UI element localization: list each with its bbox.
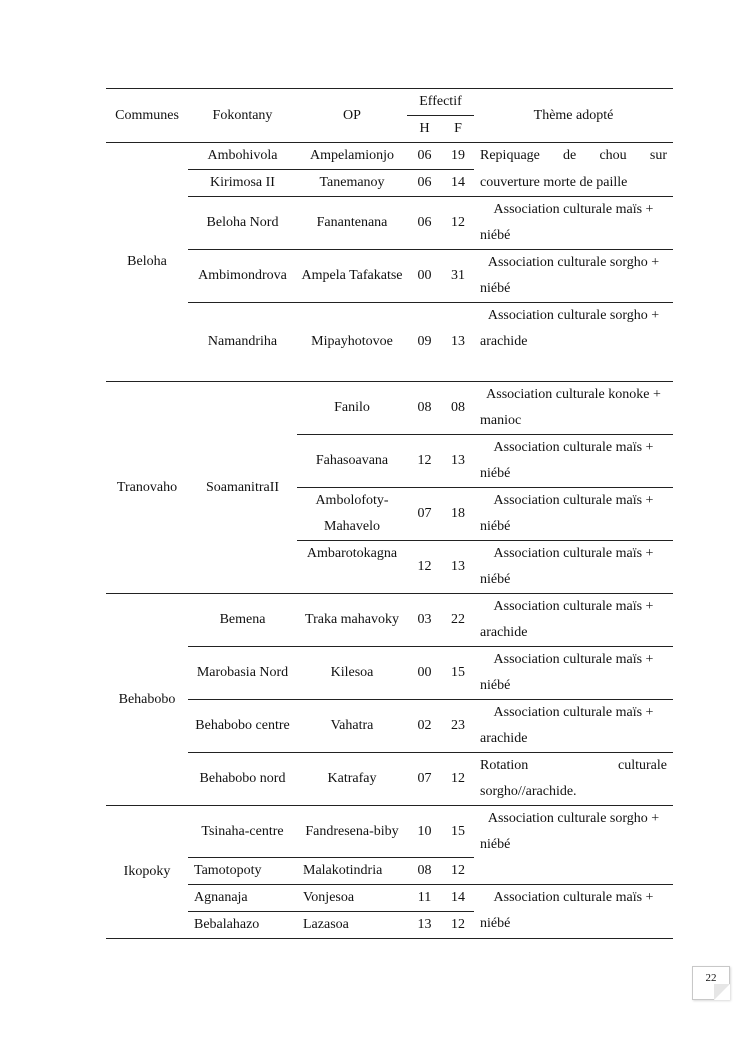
op-cell: Fanantenana (297, 197, 407, 250)
theme-cell: Association culturale konoke + manioc (474, 382, 673, 435)
op-cell: Mipayhotovoe (297, 303, 407, 382)
op-cell: Ambolofoty-Mahavelo (297, 488, 407, 541)
f-cell: 14 (442, 170, 474, 197)
h-cell: 07 (407, 488, 442, 541)
commune-cell: Ikopoky (106, 806, 188, 939)
theme-cell: Association culturale maïs + niébé (474, 197, 673, 250)
op-cell: Malakotindria (303, 863, 383, 878)
fokontany-cell: Beloha Nord (188, 197, 297, 250)
fokontany-cell: Agnanaja (188, 885, 297, 912)
op-cell: Kilesoa (297, 647, 407, 700)
table-row (106, 700, 673, 753)
fokontany-cell: Tamotopoty (194, 863, 262, 878)
h-cell: 10 (407, 806, 442, 858)
fokontany-cell: Behabobo nord (188, 753, 297, 806)
theme-cell: Association culturale sorgho + niébé (474, 250, 673, 303)
f-cell: 23 (442, 700, 474, 753)
header-effectif: Effectif (407, 89, 474, 116)
header-h: H (419, 121, 430, 136)
op-cell: Traka mahavoky (297, 594, 407, 647)
h-cell: 03 (407, 594, 442, 647)
theme-rotation-line: sorgho//arachide. (480, 784, 577, 799)
h-cell: 07 (407, 753, 442, 806)
table-row (106, 647, 673, 700)
header-row (106, 89, 673, 116)
fokontany-cell: SoamanitraII (188, 382, 297, 594)
h-cell: 02 (407, 700, 442, 753)
f-cell: 12 (451, 863, 465, 878)
theme-cell: Association culturale maïs + niébé (474, 541, 673, 594)
theme-cell: Association culturale sorgho + niébé (480, 811, 660, 852)
f-cell: 13 (442, 435, 474, 488)
f-cell: 19 (442, 143, 474, 170)
h-cell: 12 (407, 541, 442, 594)
op-cell: Katrafay (297, 753, 407, 806)
table-row (106, 250, 673, 303)
page-number (692, 966, 730, 1000)
page-fold-corner (714, 984, 730, 1000)
theme-cell: Association culturale maïs + niébé (474, 647, 673, 700)
header-fokontany: Fokontany (188, 89, 297, 143)
h-cell: 11 (407, 885, 442, 912)
header-op: OP (297, 89, 407, 143)
fokontany-cell: Kirimosa II (188, 170, 297, 197)
table-row (106, 806, 673, 858)
op-cell: Lazasoa (297, 912, 407, 939)
f-cell: 12 (442, 753, 474, 806)
h-cell: 06 (407, 143, 442, 170)
h-cell: 08 (417, 863, 432, 878)
table-row (106, 594, 673, 647)
h-cell: 06 (407, 170, 442, 197)
h-cell: 00 (407, 250, 442, 303)
table-row (106, 382, 673, 435)
f-cell: 15 (442, 806, 474, 858)
op-cell: Vonjesoa (297, 885, 407, 912)
h-cell: 00 (407, 647, 442, 700)
f-cell: 12 (442, 912, 474, 939)
f-cell: 15 (442, 647, 474, 700)
data-table (106, 88, 673, 939)
fokontany-cell: Tsinaha-centre (188, 806, 297, 858)
op-cell: Vahatra (297, 700, 407, 753)
commune-cell: Behabobo (106, 594, 188, 806)
op-cell: Ampelamionjo (297, 143, 407, 170)
h-cell: 13 (407, 912, 442, 939)
f-cell: 22 (442, 594, 474, 647)
fokontany-cell: Bemena (188, 594, 297, 647)
op-cell: Ampela Tafakatse (297, 250, 407, 303)
table-row (106, 197, 673, 250)
h-cell: 08 (407, 382, 442, 435)
table-row (106, 303, 673, 382)
fokontany-cell: Bebalahazo (188, 912, 297, 939)
op-cell: Tanemanoy (297, 170, 407, 197)
header-communes: Communes (106, 89, 188, 143)
f-cell: 12 (442, 197, 474, 250)
fokontany-cell: Ambohivola (188, 143, 297, 170)
op-cell: Fandresena-biby (297, 806, 407, 858)
theme-cell: Association culturale maïs + niébé (474, 885, 673, 939)
theme-cell: Repiquage de chou sur (474, 143, 673, 170)
table-row (106, 143, 673, 170)
commune-cell: Tranovaho (106, 382, 188, 594)
fokontany-cell: Namandriha (188, 303, 297, 382)
h-cell: 12 (407, 435, 442, 488)
fokontany-cell: Behabobo centre (188, 700, 297, 753)
header-f: F (454, 121, 462, 136)
theme-cell: Association culturale maïs + arachide (474, 700, 673, 753)
table-row (106, 753, 673, 806)
fokontany-cell: Ambimondrova (188, 250, 297, 303)
op-cell: Fahasoavana (297, 435, 407, 488)
f-cell: 08 (442, 382, 474, 435)
op-cell: Fanilo (297, 382, 407, 435)
theme-rotation-line (480, 753, 667, 779)
fokontany-cell: Marobasia Nord (188, 647, 297, 700)
f-cell: 13 (442, 541, 474, 594)
theme-word: culturale (618, 758, 667, 773)
f-cell: 13 (442, 303, 474, 382)
theme-cell: couverture morte de paille (474, 170, 673, 197)
op-cell: Ambarotokagna (297, 541, 407, 594)
theme-cell: Association culturale maïs + niébé (474, 488, 673, 541)
f-cell: 14 (442, 885, 474, 912)
h-cell: 09 (407, 303, 442, 382)
theme-cell: Association culturale maïs + niébé (474, 435, 673, 488)
theme-cell: Association culturale sorgho + arachide (474, 303, 673, 382)
header-theme: Thème adopté (474, 89, 673, 143)
table-row (106, 885, 673, 912)
h-cell: 06 (407, 197, 442, 250)
page-number-text: 22 (705, 972, 717, 984)
table-row (106, 170, 673, 197)
f-cell: 31 (442, 250, 474, 303)
theme-cell (474, 753, 673, 806)
theme-cell: Association culturale maïs + arachide (474, 594, 673, 647)
commune-cell: Beloha (106, 143, 188, 382)
theme-word: Rotation (480, 758, 529, 773)
f-cell: 18 (442, 488, 474, 541)
